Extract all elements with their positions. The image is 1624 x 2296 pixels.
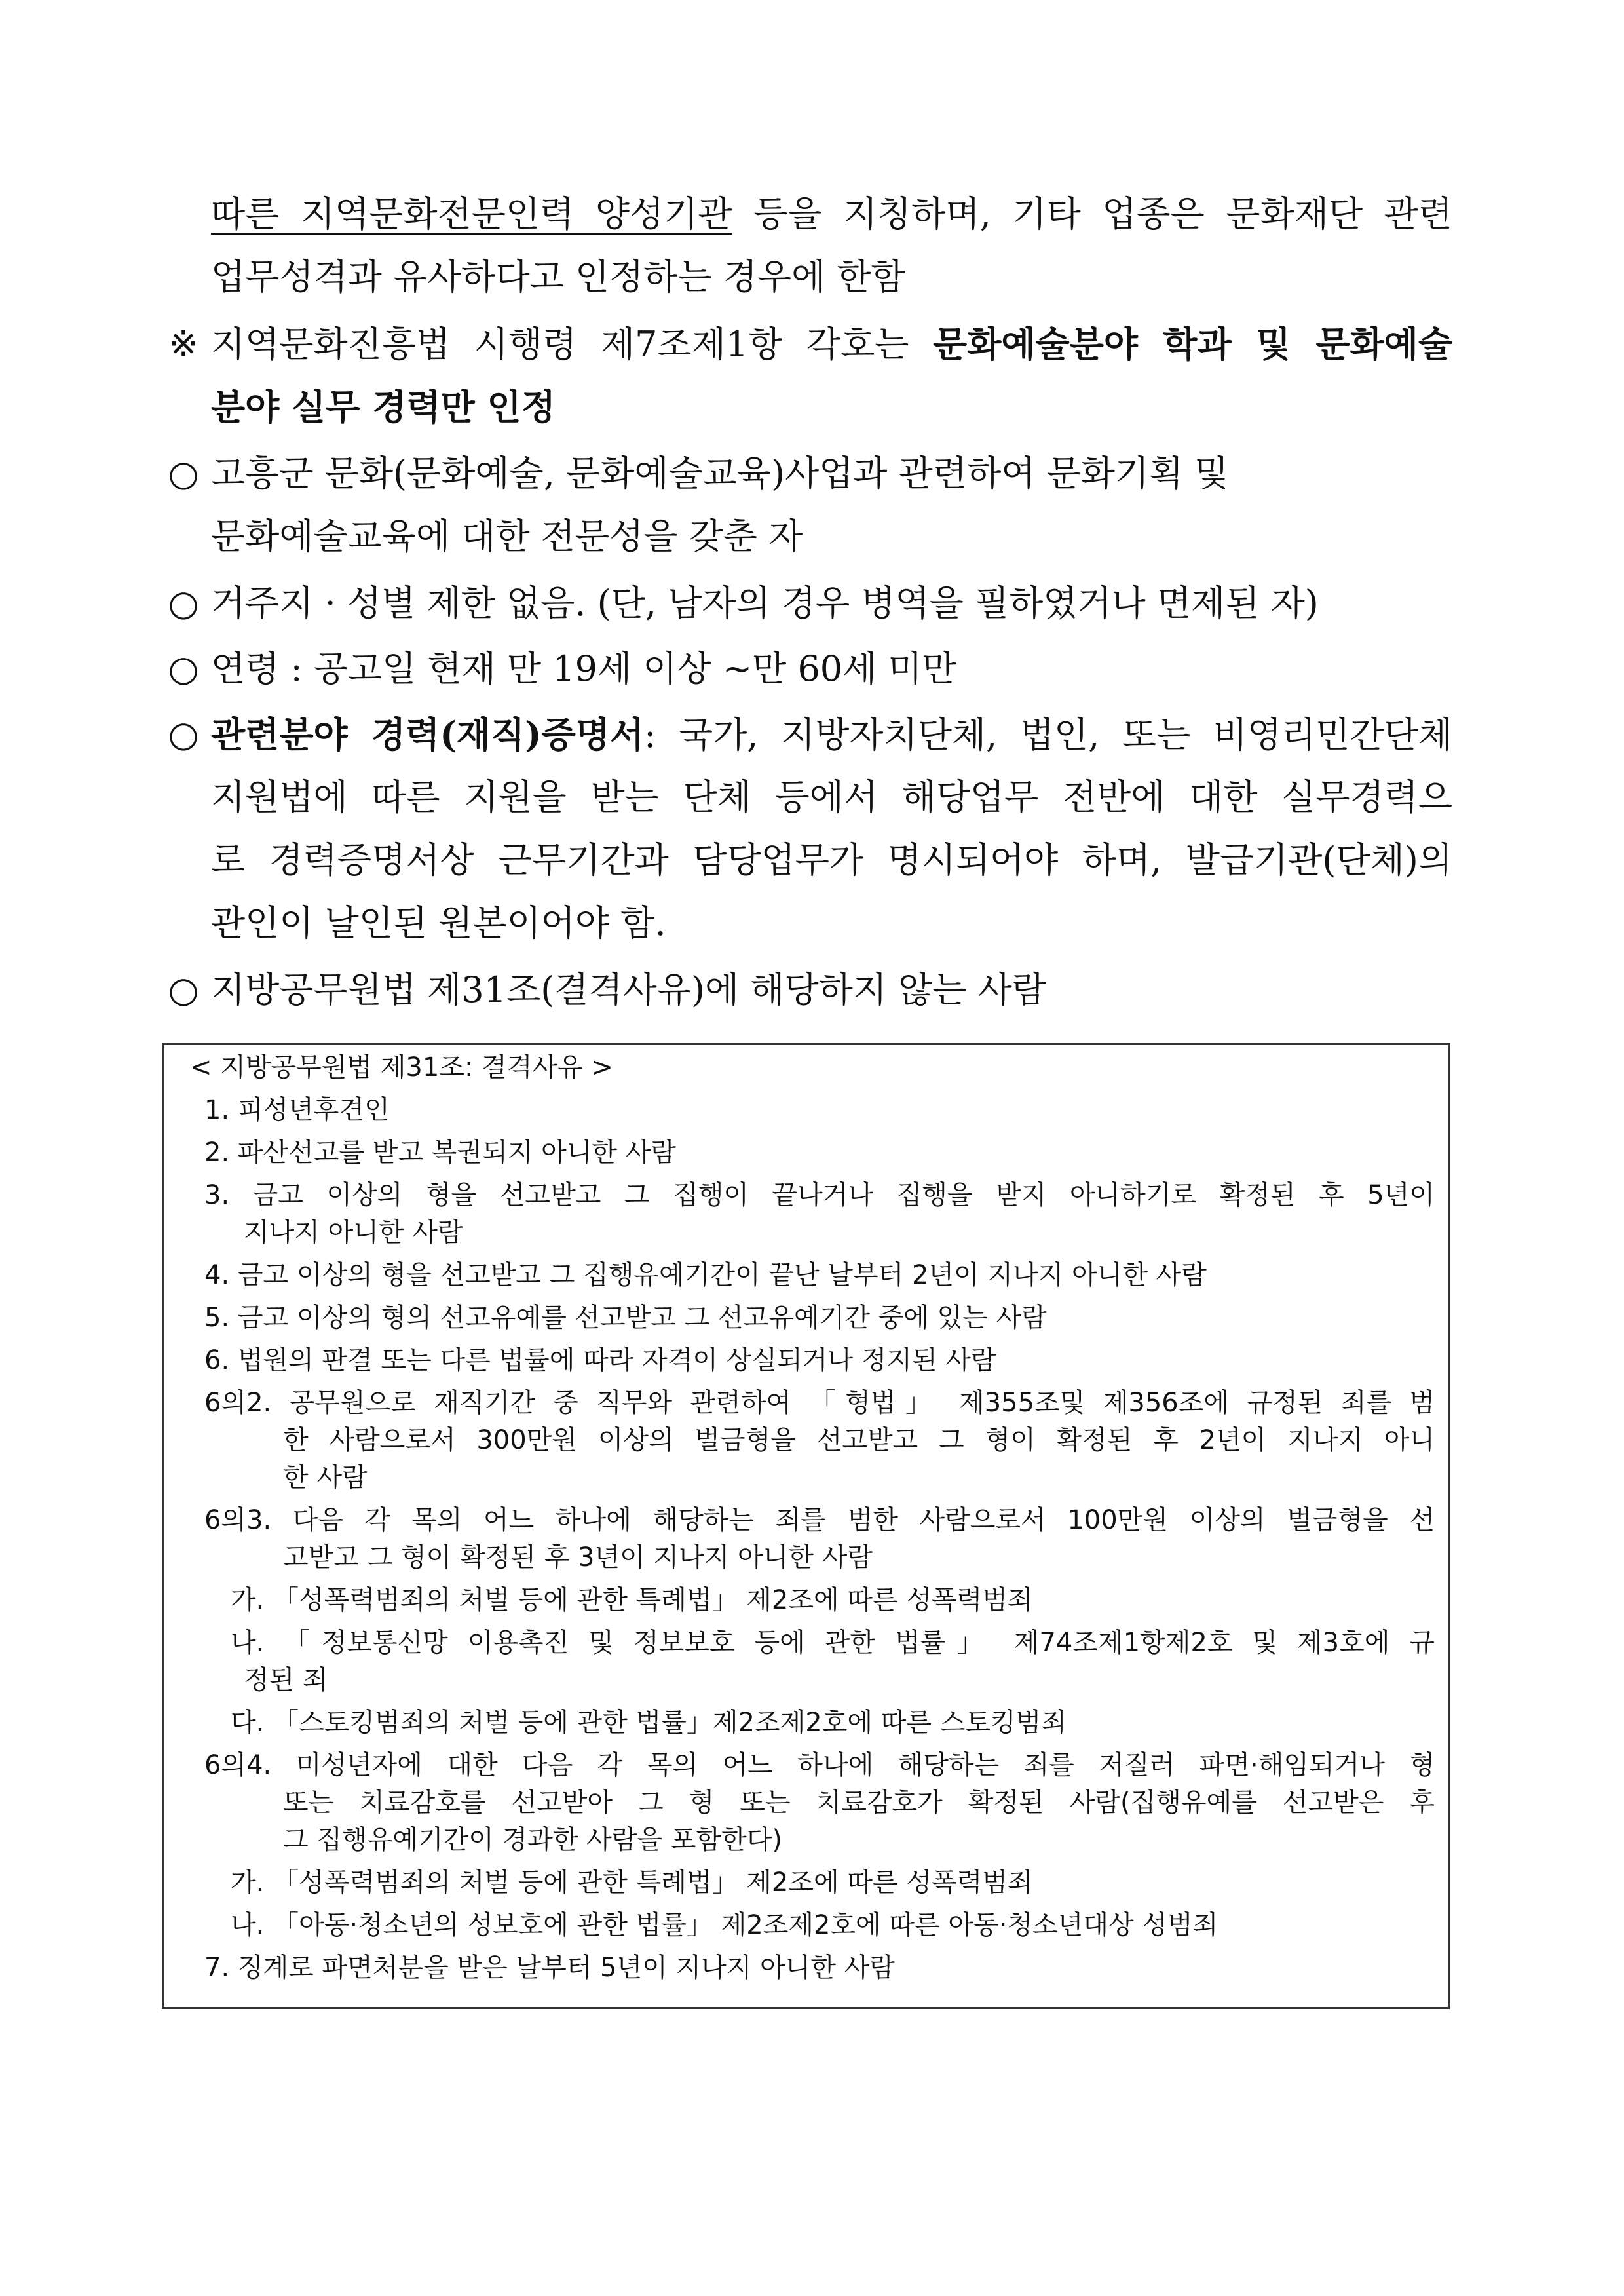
box-item-6-4-ga: 가. 「성폭력범죄의 처벌 등에 관한 특례법」 제2조에 따른 성폭력범죄 — [231, 1867, 1033, 1898]
circle-bullet-icon: ○ — [168, 583, 199, 624]
reference-mark-icon: ※ — [168, 323, 198, 364]
box-item-6-2-line-1: 6의2. 공무원으로 재직기간 중 직무와 관련하여 「형법」 제355조및 제356조에 규정된 죄를 범 — [204, 1388, 1435, 1418]
note-emphasis: 문화예술분야 학과 및 문화예술 — [933, 323, 1452, 365]
bullet-4-emphasis: 관련분야 경력(재직)증명서 — [211, 714, 645, 756]
box-item-6-4-line-3: 그 집행유예기간이 경과한 사람을 포함한다) — [283, 1825, 782, 1855]
box-item-6-4-line-1: 6의4. 미성년자에 대한 다음 각 목의 어느 하나에 해당하는 죄를 저질러 파면·해임되거나 형 — [204, 1750, 1435, 1780]
box-item-6-3-ga: 가. 「성폭력범죄의 처벌 등에 관한 특례법」 제2조에 따른 성폭력범죄 — [231, 1585, 1033, 1615]
box-item-6-3-line-1: 6의3. 다음 각 목의 어느 하나에 해당하는 죄를 범한 사람으로서 100만원 이상의 벌금형을 선 — [204, 1505, 1435, 1535]
box-item-6-4-na: 나. 「아동·청소년의 성보호에 관한 법률」 제2조제2호에 따른 아동·청소년대상 성범죄 — [231, 1910, 1218, 1940]
disqualification-box — [162, 1043, 1450, 2009]
box-item-6-4-line-2: 또는 치료감호를 선고받아 그 형 또는 치료감호가 확정된 사람(집행유예를 선고받은 후 — [283, 1788, 1435, 1818]
document-page: 따른 지역문화전문인력 양성기관 등을 지칭하며, 기타 업종은 문화재단 관련 업무성격과 유사하다고 인정하는 경우에 한함 ※ 지역문화진흥법 시행령 제7조제1항 각호는 문화예술분야 학과 및 문화예술 분야 실무 경력만 인정 ○ 고흥군 문화(문화예술, 문화예술교육)사업과 관련하여 문화기획 및 문화예술교육에 대한 전문성을 갖춘 자 ○ 거주지 · 성별 제한 없음. (단, 남자의 경우 병역을 필하였거나 면제된 자) ○ 연령 : 공고일 현재 만 19세 이상 ~만 60세 미만 ○ 관련분야 경력(재직)증명서: 국가, 지방자치단체, 법인, 또는 비영리민간단체 지원법에 따른 지원을 받는 단체 등에서 해당업무 전반에 대한 실무경력으 로 경력증명서상 근무기간과 담당업무가 명시되어야 하며, 발급기관(단체)의 관인이 날인된 원본이어야 함. ○ 지방공무원법 제31조(결격사유)에 해당하지 않는 사람 < 지방공무원법 제31조: 결격사유 > 1. 피성년후견인 2. 파산선고를 받고 복권되지 아니한 사람 3. 금고 이상의 형을 선고받고 그 집행이 끝나거나 집행을 받지 아니하기로 확정된 후 5년이 지나지 아니한 사람 4. 금고 이상의 형을 선고받고 그 집행유예기간이 끝난 날부터 2년이 지나지 아니한 사람 5. 금고 이상의 형의 선고유예를 선고받고 그 선고유예기간 중에 있는 사람 6. 법원의 판결 또는 다른 법률에 따라 자격이 상실되거나 정지된 사람 6의2. 공무원으로 재직기간 중 직무와 관련하여 「형법」 제355조및 제356조에 규정된 죄를 범 한 사람으로서 300만원 이상의 벌금형을 선고받고 그 형이 확정된 후 2년이 지나지 아니 한 사람 6의3. 다음 각 목의 어느 하나에 해당하는 죄를 범한 사람으로서 100만원 이상의 벌금형을 선 고받고 그 형이 확정된 후 3년이 지나지 아니한 사람 가. 「성폭력범죄의 처벌 등에 관한 특례법」 제2조에 따른 성폭력범죄 나. 「정보통신망 이용촉진 및 정보보호 등에 관한 법률」 제74조제1항제2호 및 제3호에 규 정된 죄 다. 「스토킹범죄의 처벌 등에 관한 법률」제2조제2호에 따른 스토킹범죄 6의4. 미성년자에 대한 다음 각 목의 어느 하나에 해당하는 죄를 저질러 파면·해임되거나 형 또는 치료감호를 선고받아 그 형 또는 치료감호가 확정된 사람(집행유예를 선고받은 후 그 집행유예기간이 경과한 사람을 포함한다) 가. 「성폭력범죄의 처벌 등에 관한 특례법」 제2조에 따른 성폭력범죄 나. 「아동·청소년의 성보호에 관한 법률」 제2조제2호에 따른 아동·청소년대상 성범죄 7. 징계로 파면처분을 받은 날부터 5년이 지나지 아니한 사람 — [0, 0, 1624, 2296]
box-item-6-2-line-3: 한 사람 — [283, 1463, 368, 1493]
box-item-1: 1. 피성년후견인 — [204, 1095, 390, 1125]
box-item-2: 2. 파산선고를 받고 복권되지 아니한 사람 — [204, 1138, 676, 1168]
box-item-6-3-da: 다. 「스토킹범죄의 처벌 등에 관한 법률」제2조제2호에 따른 스토킹범죄 — [231, 1708, 1067, 1738]
box-item-6-3-line-2: 고받고 그 형이 확정된 후 3년이 지나지 아니한 사람 — [283, 1542, 873, 1573]
circle-bullet-icon: ○ — [168, 453, 199, 494]
box-item-3-line-2: 지나지 아니한 사람 — [244, 1217, 463, 1248]
box-item-6: 6. 법원의 판결 또는 다른 법률에 따라 자격이 상실되거나 정지된 사람 — [204, 1345, 996, 1375]
circle-bullet-icon: ○ — [168, 714, 199, 755]
box-item-7: 7. 징계로 파면처분을 받은 날부터 5년이 지나지 아니한 사람 — [204, 1953, 896, 1983]
box-item-6-3-na-line-2: 정된 죄 — [244, 1665, 328, 1695]
box-item-5: 5. 금고 이상의 형의 선고유예를 선고받고 그 선고유예기간 중에 있는 사람 — [204, 1303, 1047, 1333]
underlined-institution-text: 따른 지역문화전문인력 양성기관 — [211, 193, 732, 235]
box-item-6-3-na-line-1: 나. 「정보통신망 이용촉진 및 정보보호 등에 관한 법률」 제74조제1항제2호 및 제3호에 규 — [231, 1628, 1435, 1658]
box-item-4: 4. 금고 이상의 형을 선고받고 그 집행유예기간이 끝난 날부터 2년이 지나지 아니한 사람 — [204, 1260, 1207, 1290]
box-item-3-line-1: 3. 금고 이상의 형을 선고받고 그 집행이 끝나거나 집행을 받지 아니하기로 확정된 후 5년이 — [204, 1180, 1435, 1210]
circle-bullet-icon: ○ — [168, 969, 199, 1010]
circle-bullet-icon: ○ — [168, 648, 199, 689]
box-item-6-2-line-2: 한 사람으로서 300만원 이상의 벌금형을 선고받고 그 형이 확정된 후 2년이 지나지 아니 — [283, 1425, 1435, 1455]
box-title: < 지방공무원법 제31조: 결격사유 > — [190, 1052, 613, 1082]
